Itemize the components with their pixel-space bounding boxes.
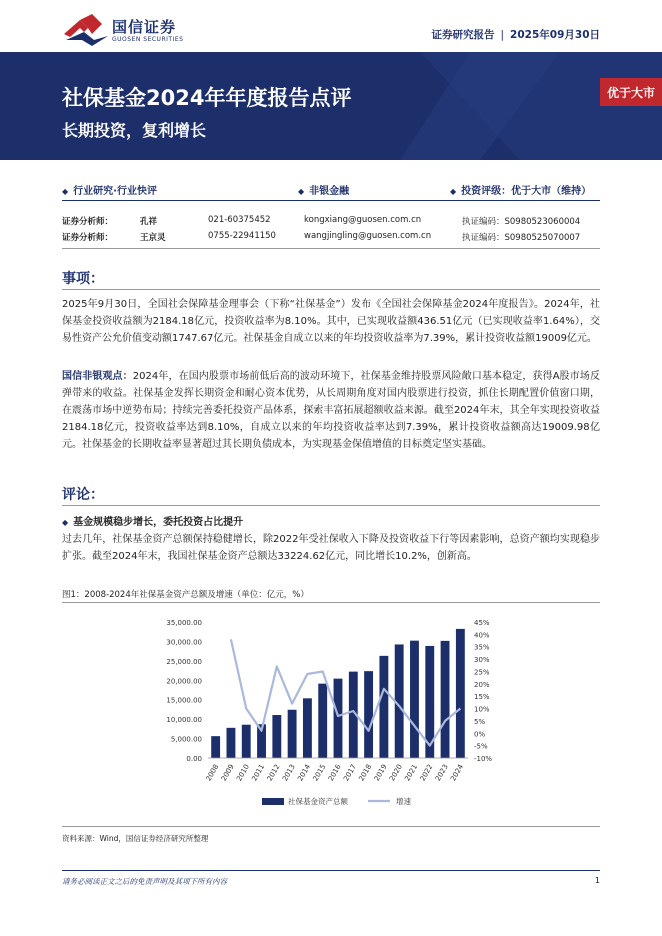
x-tick-label: 2023 (433, 763, 450, 783)
y-right-tick-label: 40% (474, 631, 490, 640)
bar (334, 679, 343, 758)
info-category: ◆ 行业研究·行业快评 (62, 186, 157, 197)
report-subtitle: 长期投资，复利增长 (62, 121, 207, 140)
divider (62, 870, 600, 871)
comment-paragraph: 过去几年，社保基金资产总额保持稳健增长，除2022年受社保收入下降及投资收益下行等因素影响，总资产额均实现稳步扩张。截至2024年末，我国社保基金资产总额达33224.62亿元，同比增长10.2%，创新高。 (62, 534, 600, 562)
page-number: 1 (594, 876, 600, 885)
y-right-tick-label: 20% (474, 680, 490, 689)
figure-caption: 图1：2008-2024年社保基金资产总额及增速（单位：亿元，%） (62, 590, 309, 600)
x-tick-label: 2013 (281, 763, 297, 783)
footer-disclaimer[interactable]: 请务必阅读正文之后的免责声明及其项下所有内容 (62, 877, 227, 886)
x-tick-label: 2022 (418, 763, 435, 783)
legend-label: 增速 (396, 797, 411, 806)
y-right-tick-label: 5% (474, 717, 486, 726)
guosen-logo-icon (62, 14, 110, 48)
bar (364, 671, 373, 758)
divider (62, 248, 600, 249)
y-right-tick-label: -10% (474, 755, 493, 763)
section-title: 评论： (62, 487, 104, 503)
logo-text-en: GUOSEN SECURITIES (112, 36, 184, 43)
report-header: 证券研究报告 | 2025年09月30日 (431, 29, 600, 41)
y-right-tick-label: 30% (474, 656, 490, 665)
bar (441, 641, 450, 758)
report-title: 社保基金2024年年度报告点评 (62, 86, 352, 110)
y-left-tick-label: 35,000.00 (166, 619, 202, 627)
x-tick-label: 2014 (296, 763, 313, 783)
x-tick-label: 2018 (357, 763, 374, 783)
diamond-icon: ◆ (298, 187, 305, 196)
x-tick-label: 2012 (265, 763, 282, 783)
divider (62, 602, 600, 603)
x-tick-label: 2016 (326, 763, 343, 783)
x-tick-label: 2009 (219, 763, 236, 783)
legend-swatch-bar (262, 798, 284, 805)
bar (242, 725, 251, 758)
x-tick-label: 2015 (311, 763, 328, 783)
section-title: 事项： (62, 271, 104, 287)
y-right-tick-label: 0% (474, 730, 486, 739)
data-source: 资料来源：Wind，国信证券经济研究所整理 (62, 834, 209, 843)
y-left-tick-label: 5,000.00 (170, 735, 202, 744)
divider (62, 200, 600, 201)
y-left-tick-label: 0.00 (186, 755, 202, 763)
bar (211, 736, 220, 758)
y-left-tick-label: 25,000.00 (166, 657, 202, 666)
report-type: 证券研究报告 (431, 29, 495, 41)
logo-text: 国信证券 (112, 18, 177, 36)
y-right-tick-label: 15% (474, 693, 490, 702)
divider (62, 826, 600, 827)
sub-heading: ◆ 基金规模稳步增长，委托投资占比提升 (62, 517, 244, 528)
x-tick-label: 2020 (388, 763, 404, 783)
bar (379, 656, 388, 758)
y-right-tick-label: 35% (474, 643, 490, 652)
bar (303, 698, 312, 758)
bar (288, 710, 297, 758)
bar (410, 641, 419, 758)
legend-label: 社保基金资产总额 (288, 797, 348, 806)
bar (456, 629, 465, 758)
divider (62, 289, 600, 290)
y-right-tick-label: 10% (474, 705, 490, 714)
x-tick-label: 2021 (403, 763, 420, 783)
y-right-tick-label: 25% (474, 668, 490, 677)
report-date: 2025年09月30日 (510, 29, 600, 41)
diamond-icon: ◆ (450, 187, 457, 196)
event-paragraph: 2025年9月30日，全国社会保障基金理事会（下称“社保基金”）发布《全国社会保障基金2024年度报告》。2024年，社保基金投资收益额为2184.18亿元，投资收益率为8.10%。其中，已实现收益额436.51亿元（已实现收益率1.64%），交易性资产公允价值变动额1747.67亿元。社保基金自成立以来的年均投资收益率为7.39%，累计投资收益额19009亿元。 (62, 299, 600, 344)
bar (227, 728, 236, 758)
rating-badge: 优于大市 (600, 78, 662, 106)
info-sector: ◆ 非银金融 (298, 186, 350, 197)
x-tick-label: 2011 (250, 763, 267, 783)
bar (272, 715, 281, 758)
x-tick-label: 2024 (449, 763, 466, 783)
y-right-tick-label: -5% (474, 742, 488, 751)
info-rating: ◆ 投资评级：优于大市（维持） (450, 186, 592, 197)
analyst-email[interactable]: kongxiang@guosen.com.cn (304, 215, 422, 225)
y-left-tick-label: 20,000.00 (166, 677, 202, 686)
x-tick-label: 2019 (372, 763, 389, 783)
analyst-email[interactable]: wangjingling@guosen.com.cn (304, 231, 432, 241)
view-lead: 国信非银观点： (62, 371, 133, 382)
x-tick-label: 2010 (235, 763, 251, 783)
diamond-icon: ◆ (62, 518, 69, 527)
bar (318, 684, 327, 758)
diamond-icon: ◆ (62, 187, 69, 196)
y-left-tick-label: 10,000.00 (166, 716, 202, 725)
view-paragraph: 国信非银观点：2024年，在国内股票市场前低后高的波动环境下，社保基金维持股票风险敞口基本稳定，获得A股市场反弹带来的收益。社保基金发挥长期资金和耐心资本优势，从长周期角度对国内股票进行投资，抓住长期配置价值窗口期，在震荡市场中逆势布局；持续完善委托投资产品体系，探索丰富拓展超额收益来源。截至2024年末，其全年实现投资收益2184.18亿元，投资收益率达到8.10%，自成立以来的年均投资收益率达到7.39%，累计投资收益额高达19009.98亿元。社保基金的长期收益率显著超过其长期负债成本，为实现基金保值增值的目标奠定坚实基础。 (62, 371, 601, 450)
y-left-tick-label: 15,000.00 (166, 696, 202, 705)
divider (62, 505, 600, 506)
y-left-tick-label: 30,000.00 (166, 638, 202, 647)
asset-chart (140, 610, 520, 820)
x-tick-label: 2017 (342, 763, 359, 783)
y-right-tick-label: 45% (474, 619, 490, 627)
x-tick-label: 2008 (204, 763, 221, 783)
